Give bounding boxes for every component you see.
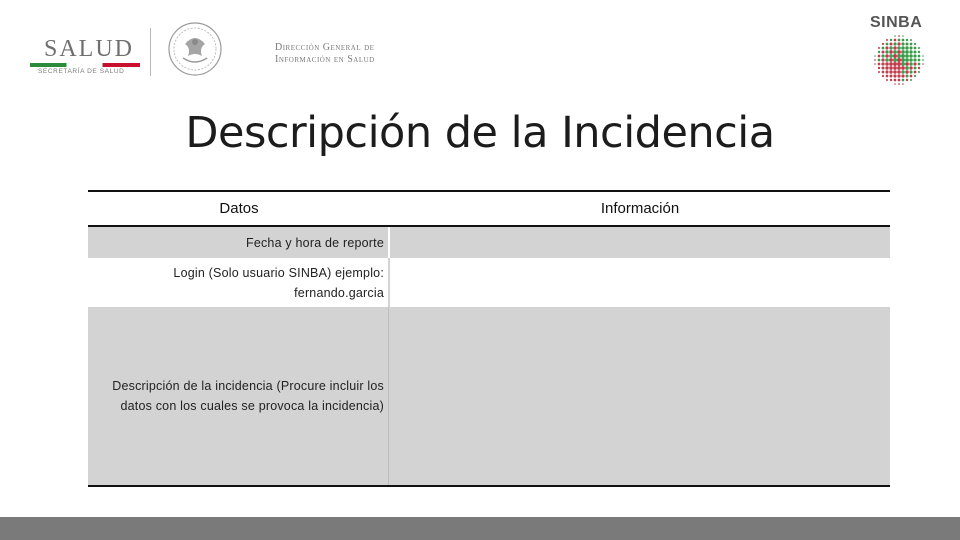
globe-dot (886, 43, 889, 46)
globe-dot (893, 66, 897, 70)
globe-dot (881, 66, 884, 69)
globe-dot (874, 59, 876, 61)
globe-dot (893, 54, 897, 58)
globe-dot (901, 42, 904, 45)
globe-dot (894, 39, 897, 42)
row-label-fecha (88, 227, 388, 258)
globe-dot (881, 62, 884, 65)
globe-dot (889, 50, 893, 54)
globe-dot (914, 71, 917, 74)
row-label-line: fernando.garcia (294, 285, 384, 300)
globe-dot (910, 43, 913, 46)
globe-dot (918, 63, 921, 66)
row-label-descripcion (88, 307, 388, 485)
table-row (88, 227, 890, 258)
globe-dot (901, 54, 905, 58)
dgis-line-2: Información en Salud (275, 54, 375, 65)
globe-dot (897, 58, 901, 62)
globe-dot (897, 74, 900, 77)
globe-dot (882, 71, 885, 74)
globe-dot (905, 66, 909, 70)
globe-dot (889, 42, 892, 45)
globe-dot (889, 74, 892, 77)
globe-dot (890, 39, 892, 41)
globe-dot (885, 46, 888, 49)
row-label-line: Fecha y hora de reporte (245, 235, 384, 250)
globe-dot (914, 47, 917, 50)
salud-logo-text: SALUD (44, 36, 135, 62)
globe-dot (878, 51, 880, 53)
sinba-logo-text: SINBA (870, 14, 923, 31)
globe-dot (886, 75, 889, 78)
header-informacion: Información (600, 200, 680, 217)
globe-dot (910, 75, 913, 78)
globe-dot (878, 63, 881, 66)
globe-dot (893, 74, 896, 77)
globe-dot (874, 63, 876, 65)
salud-logo-subtitle: SECRETARÍA DE SALUD (38, 68, 125, 75)
globe-dot (898, 79, 901, 82)
globe-dot (893, 42, 896, 45)
globe-dot (889, 70, 892, 73)
globe-dot (918, 47, 920, 49)
globe-dot (894, 35, 896, 37)
globe-dot (918, 71, 920, 73)
globe-dot (906, 39, 908, 41)
globe-dot (913, 54, 916, 57)
globe-dot (901, 74, 904, 77)
salud-logo (30, 36, 140, 76)
globe-dot (905, 54, 909, 58)
globe-dot (905, 58, 909, 62)
globe-dot (906, 79, 908, 81)
page-title: Descripción de la Incidencia (185, 108, 775, 158)
globe-dot (918, 59, 921, 62)
globe-dot (890, 79, 892, 81)
globe-dot (905, 74, 908, 77)
globe-dot (878, 59, 881, 62)
globe-dot (897, 42, 900, 45)
globe-dot (902, 39, 905, 42)
globe-dot (893, 58, 897, 62)
globe-dot (874, 55, 876, 57)
globe-dot (889, 54, 893, 58)
globe-dot (885, 70, 888, 73)
globe-dot (909, 50, 912, 53)
globe-dot (898, 35, 900, 37)
globe-dot (889, 66, 893, 70)
globe-dot (909, 66, 912, 69)
sinba-globe-icon (872, 33, 926, 87)
globe-dot (885, 58, 889, 62)
globe-dot (886, 39, 888, 41)
globe-dot (878, 71, 880, 73)
header-datos: Datos (219, 200, 259, 217)
row-label-line: Login (Solo usuario SINBA) ejemplo: (173, 265, 384, 280)
table-row (88, 258, 890, 307)
globe-dot (905, 62, 909, 66)
header-divider (150, 28, 151, 76)
value-cell-descripcion[interactable] (389, 307, 890, 485)
globe-dot (889, 46, 892, 49)
globe-dot (886, 79, 888, 81)
globe-dot (882, 75, 884, 77)
globe-dot (913, 66, 916, 69)
globe-dot (893, 46, 897, 50)
globe-dot (914, 43, 916, 45)
globe-dot (885, 62, 889, 66)
globe-dot (901, 70, 905, 74)
value-cell-login[interactable] (390, 258, 890, 307)
row-label-line: datos con los cuales se provoca la incidencia) (120, 399, 384, 413)
table-header-row (88, 192, 890, 225)
globe-dot (922, 63, 924, 65)
globe-dot (905, 70, 908, 73)
globe-dot (898, 39, 901, 42)
globe-dot (922, 59, 924, 61)
globe-dot (909, 70, 912, 73)
globe-dot (878, 67, 880, 69)
globe-dot (898, 83, 900, 85)
incident-table (88, 190, 890, 487)
globe-dot (893, 70, 897, 74)
globe-dot (894, 83, 896, 85)
globe-dot (902, 79, 905, 82)
globe-dot (885, 54, 889, 58)
globe-dot (897, 66, 901, 70)
globe-dot (881, 58, 884, 61)
globe-dot (922, 55, 924, 57)
globe-dot (889, 58, 893, 62)
globe-dot (918, 67, 920, 69)
globe-dot (901, 50, 905, 54)
globe-dot (901, 58, 905, 62)
globe-dot (913, 62, 916, 65)
globe-dot (878, 47, 880, 49)
globe-dot (881, 50, 884, 53)
dgis-logo-text (275, 42, 375, 66)
globe-dot (881, 54, 884, 57)
globe-dot (913, 58, 916, 61)
row-label-login (88, 258, 388, 307)
globe-dot (894, 79, 897, 82)
dgis-line-1: Dirección General de (275, 42, 375, 53)
row-label-line: Descripción de la incidencia (Procure incluir los (112, 379, 384, 393)
globe-dot (909, 54, 913, 58)
globe-dot (897, 46, 901, 50)
globe-dot (909, 62, 913, 66)
globe-dot (897, 54, 901, 58)
globe-dot (910, 39, 912, 41)
globe-dot (901, 46, 905, 50)
globe-dot (897, 62, 901, 66)
salud-logo-stripe (30, 63, 140, 67)
globe-dot (902, 83, 904, 85)
globe-dot (885, 50, 888, 53)
header (0, 0, 960, 100)
globe-dot (918, 51, 920, 53)
globe-dot (897, 70, 901, 74)
globe-dot (882, 47, 885, 50)
globe-dot (901, 62, 905, 66)
globe-dot (882, 43, 884, 45)
globe-dot (909, 46, 912, 49)
globe-dot (878, 55, 881, 58)
coat-of-arms-seal-icon (166, 18, 224, 80)
globe-dot (897, 50, 901, 54)
globe-dot (918, 55, 921, 58)
globe-dot (905, 42, 908, 45)
footer-bar (0, 517, 960, 540)
globe-dot (905, 46, 908, 49)
globe-dot (901, 66, 905, 70)
table-row (88, 307, 890, 485)
table-bottom-rule (88, 485, 890, 487)
globe-dot (913, 50, 916, 53)
globe-dot (893, 50, 897, 54)
globe-dot (893, 62, 897, 66)
globe-dot (914, 75, 916, 77)
globe-dot (889, 62, 893, 66)
globe-dot (909, 58, 913, 62)
globe-dot (902, 35, 904, 37)
globe-dot (905, 50, 909, 54)
globe-dot (885, 66, 888, 69)
value-cell-fecha[interactable] (390, 227, 890, 258)
globe-dot (910, 79, 912, 81)
